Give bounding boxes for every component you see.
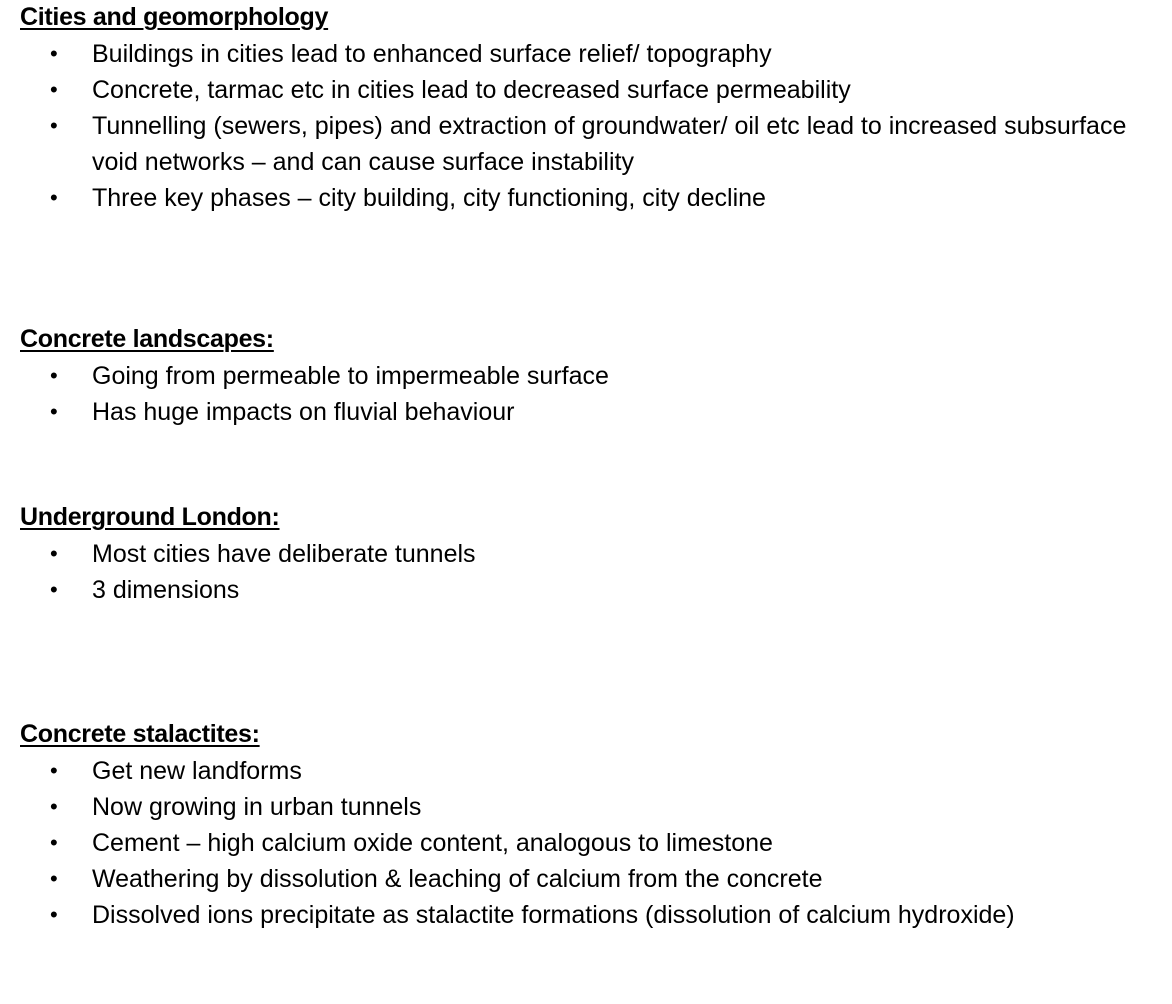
list-item	[20, 72, 1092, 108]
section-heading: Concrete stalactites:	[20, 720, 260, 748]
list-item-text: Going from permeable to impermeable surface	[92, 362, 609, 390]
section-cities-geomorphology	[20, 2, 1160, 216]
list-item-text: 3 dimensions	[92, 576, 240, 604]
bullet-icon: •	[50, 399, 58, 424]
list-item	[20, 536, 1092, 572]
bullet-icon: •	[50, 541, 58, 566]
section-concrete-landscapes	[20, 324, 1160, 430]
list-item	[20, 394, 1092, 430]
bullet-icon: •	[50, 758, 58, 783]
section-concrete-stalactites	[20, 719, 1160, 933]
list-item	[20, 861, 1092, 897]
bullet-icon: •	[50, 902, 58, 927]
list-item-text: Dissolved ions precipitate as stalactite formations (dissolution of calcium hydroxide)	[92, 901, 1015, 929]
list-item-text: Has huge impacts on fluvial behaviour	[92, 398, 515, 426]
bullet-icon: •	[50, 866, 58, 891]
section-heading: Concrete landscapes:	[20, 325, 274, 353]
bullet-icon: •	[50, 363, 58, 388]
section-heading: Cities and geomorphology	[20, 3, 329, 31]
list-item	[20, 753, 1092, 789]
bullet-list	[20, 536, 1160, 608]
list-item-text: Tunnelling (sewers, pipes) and extraction of groundwater/ oil etc lead to increased subsurface void networks – and can cause surface instability	[92, 112, 1127, 176]
list-item	[20, 789, 1092, 825]
list-item-text: Three key phases – city building, city functioning, city decline	[92, 184, 766, 212]
bullet-icon: •	[50, 830, 58, 855]
list-item	[20, 897, 1172, 933]
list-item-text: Get new landforms	[92, 757, 302, 785]
list-item-text: Cement – high calcium oxide content, analogous to limestone	[92, 829, 773, 857]
section-heading: Underground London:	[20, 503, 280, 531]
list-item-text: Now growing in urban tunnels	[92, 793, 422, 821]
bullet-icon: •	[50, 41, 58, 66]
list-item-text: Buildings in cities lead to enhanced surface relief/ topography	[92, 40, 772, 68]
section-underground-london	[20, 502, 1160, 608]
bullet-list	[20, 753, 1160, 933]
bullet-icon: •	[50, 113, 58, 138]
list-item-text: Concrete, tarmac etc in cities lead to decreased surface permeability	[92, 76, 851, 104]
bullet-icon: •	[50, 794, 58, 819]
list-item	[20, 108, 1172, 180]
list-item-text: Most cities have deliberate tunnels	[92, 540, 476, 568]
list-item	[20, 825, 1092, 861]
list-item-text: Weathering by dissolution & leaching of calcium from the concrete	[92, 865, 823, 893]
bullet-icon: •	[50, 577, 58, 602]
list-item	[20, 358, 1092, 394]
bullet-list	[20, 358, 1160, 430]
list-item	[20, 572, 1092, 608]
list-item	[20, 36, 1092, 72]
bullet-icon: •	[50, 77, 58, 102]
bullet-list	[20, 36, 1160, 216]
list-item	[20, 180, 1092, 216]
bullet-icon: •	[50, 185, 58, 210]
